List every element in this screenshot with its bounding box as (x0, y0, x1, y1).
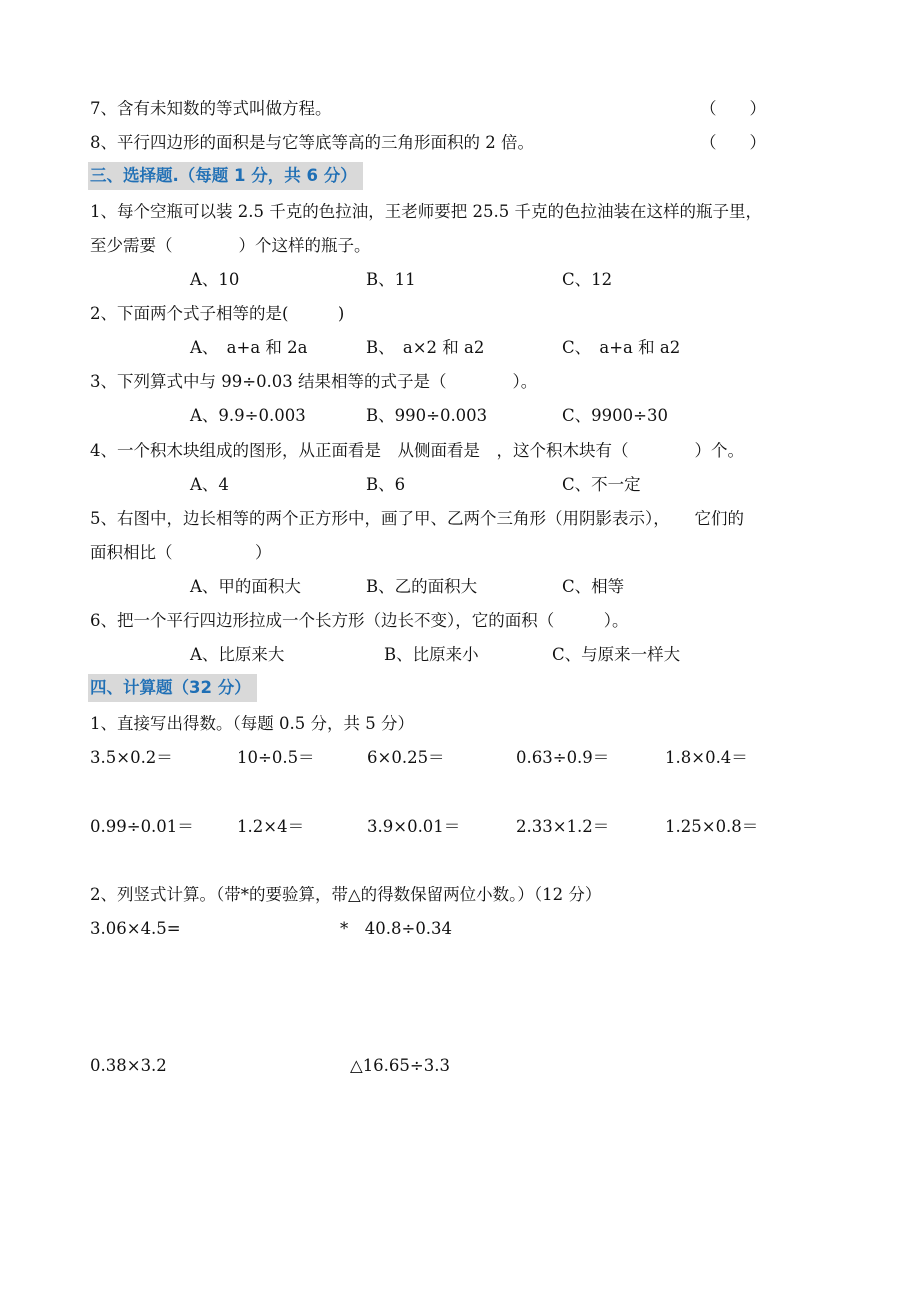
calc-part2-title: 2、列竖式计算。（带*的要验算，带△的得数保留两位小数。）（12 分） (90, 885, 602, 904)
vertical-calc-item: △16.65÷3.3 (350, 1056, 450, 1075)
vertical-calc-item: 3.06×4.5= (90, 919, 181, 938)
calc-item: 1.25×0.8＝ (665, 817, 759, 836)
mc-q1-option-c[interactable]: C、12 (562, 270, 613, 289)
calc-item: 3.5×0.2＝ (90, 748, 173, 767)
judge-q7-answer-blank[interactable]: （ ） (700, 99, 766, 118)
mc-q2-option-a[interactable]: A、 a+a 和 2a (190, 338, 308, 357)
mc-q2-option-b[interactable]: B、 a×2 和 a2 (366, 338, 485, 357)
mc-q6-option-c[interactable]: C、与原来一样大 (552, 645, 681, 664)
mc-q2: 2、下面两个式子相等的是( ) (90, 304, 345, 323)
vertical-calc-item: 0.38×3.2 (90, 1056, 167, 1075)
calc-item: 3.9×0.01＝ (367, 817, 461, 836)
mc-q3: 3、下列算式中与 99÷0.03 结果相等的式子是（ ）。 (90, 372, 538, 391)
mc-q6-option-a[interactable]: A、比原来大 (190, 645, 285, 664)
mc-q4-option-b[interactable]: B、6 (366, 475, 406, 494)
mc-q5-line1: 5、右图中，边长相等的两个正方形中，画了甲、乙两个三角形（用阴影表示）， 它们的 (90, 509, 744, 528)
mc-q4-option-c[interactable]: C、不一定 (562, 475, 641, 494)
vertical-calc-item: * 40.8÷0.34 (340, 919, 453, 938)
mc-q4: 4、一个积木块组成的图形，从正面看是 从侧面看是 ，这个积木块有（ ）个。 (90, 441, 744, 460)
mc-q2-option-c[interactable]: C、 a+a 和 a2 (562, 338, 681, 357)
mc-q6-option-b[interactable]: B、比原来小 (384, 645, 479, 664)
calc-item: 1.8×0.4＝ (665, 748, 748, 767)
calc-item: 6×0.25＝ (367, 748, 445, 767)
judge-q7: 7、含有未知数的等式叫做方程。 (90, 99, 332, 118)
mc-q1-option-b[interactable]: B、11 (366, 270, 416, 289)
section-3-title: 三、选择题.（每题 1 分，共 6 分） (88, 162, 363, 190)
calc-item: 0.63÷0.9＝ (516, 748, 610, 767)
calc-item: 2.33×1.2＝ (516, 817, 610, 836)
judge-q8: 8、平行四边形的面积是与它等底等高的三角形面积的 2 倍。 (90, 133, 534, 152)
calc-item: 10÷0.5＝ (237, 748, 315, 767)
calc-item: 0.99÷0.01＝ (90, 817, 194, 836)
calc-item: 1.2×4＝ (237, 817, 305, 836)
mc-q5-option-b[interactable]: B、乙的面积大 (366, 577, 478, 596)
mc-q5-option-a[interactable]: A、甲的面积大 (190, 577, 301, 596)
mc-q3-option-a[interactable]: A、9.9÷0.003 (190, 406, 306, 425)
mc-q5-line2: 面积相比（ ） (90, 543, 272, 562)
mc-q3-option-c[interactable]: C、9900÷30 (562, 406, 668, 425)
mc-q3-option-b[interactable]: B、990÷0.003 (366, 406, 488, 425)
mc-q1-line2: 至少需要（ ）个这样的瓶子。 (90, 236, 371, 255)
mc-q6: 6、把一个平行四边形拉成一个长方形（边长不变），它的面积（ ）。 (90, 611, 629, 630)
calc-part1-title: 1、直接写出得数。（每题 0.5 分，共 5 分） (90, 714, 414, 733)
section-4-title: 四、计算题（32 分） (88, 674, 257, 702)
mc-q1-line1: 1、每个空瓶可以装 2.5 千克的色拉油，王老师要把 25.5 千克的色拉油装在这样的瓶子里， (90, 202, 762, 221)
mc-q1-option-a[interactable]: A、10 (190, 270, 240, 289)
judge-q8-answer-blank[interactable]: （ ） (700, 133, 766, 152)
mc-q4-option-a[interactable]: A、4 (190, 475, 229, 494)
mc-q5-option-c[interactable]: C、相等 (562, 577, 625, 596)
